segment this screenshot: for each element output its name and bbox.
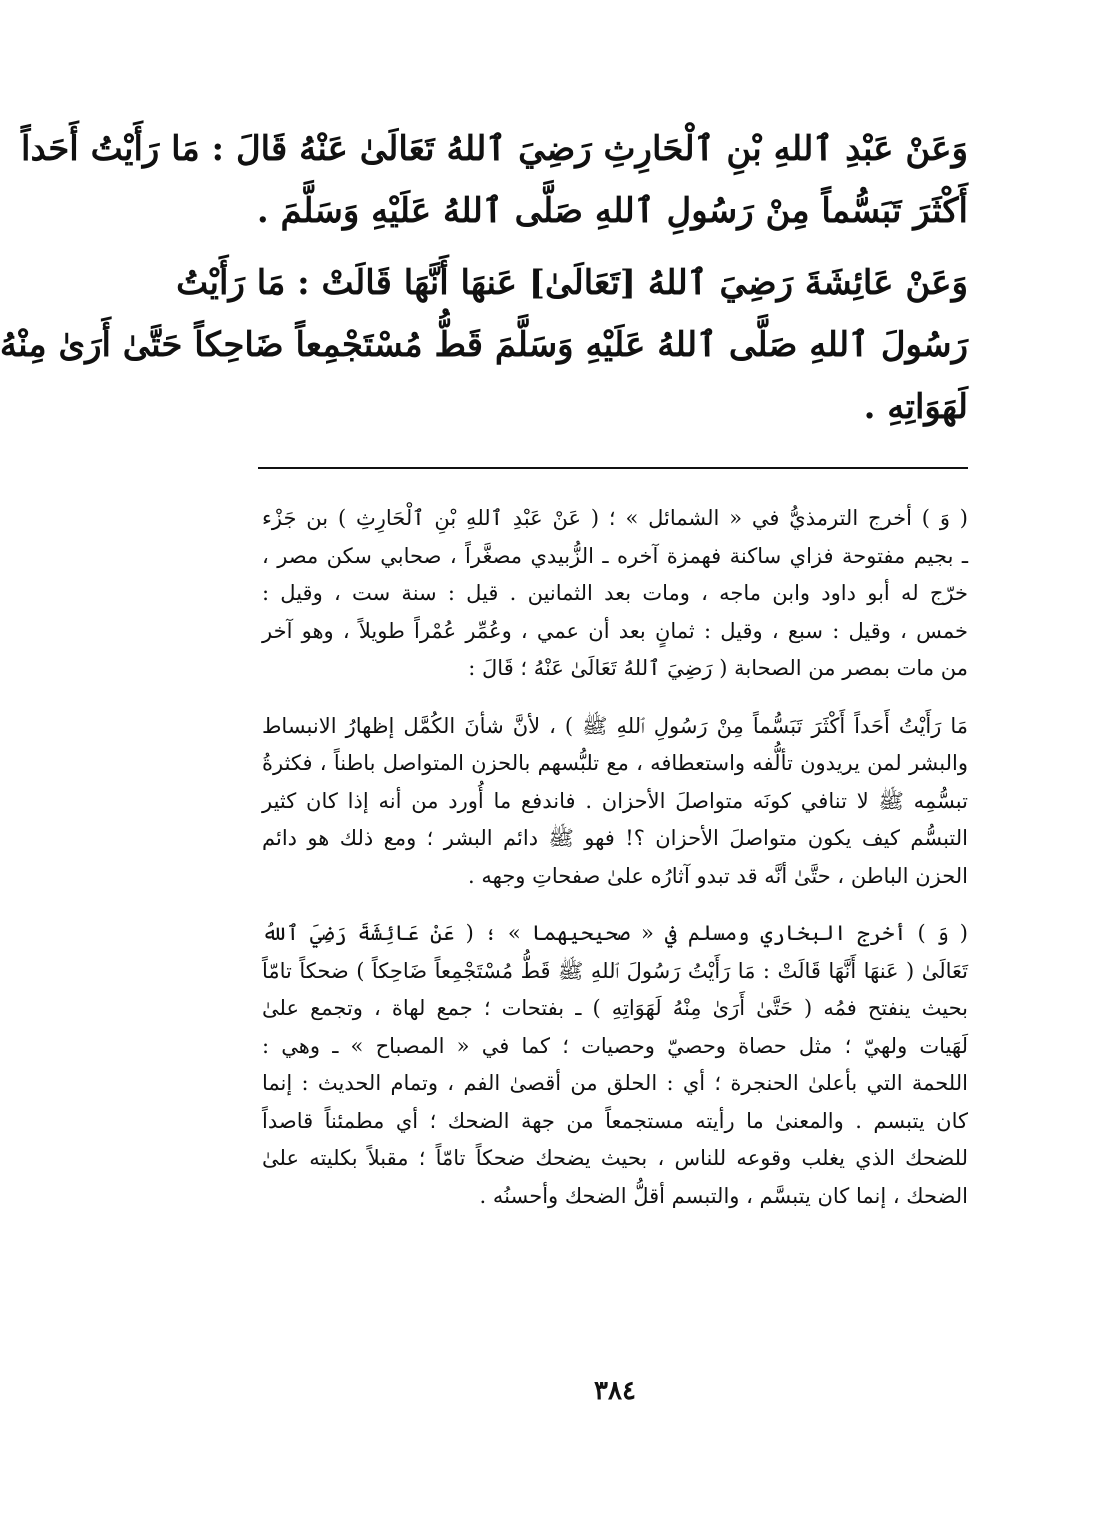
commentary-paragraph-3 xyxy=(262,915,968,1215)
hadith-paragraph-2 xyxy=(0,252,968,438)
commentary-line: ـ بجيم مفتوحة فزاي ساكنة فهمزة آخره ـ الزُّبيدي مصغَّراً ، صحابي سكن مصر ، xyxy=(262,543,968,568)
commentary-line: الضحك ، إنما كان يتبسَّم ، والتبسم أقلُّ الضحك وأحسنُه . xyxy=(479,1183,968,1208)
hadith-line: أَكْثَرَ تَبَسُّماً مِنْ رَسُولِ ٱللهِ صَلَّى ٱللهُ عَلَيْهِ وَسَلَّمَ . xyxy=(256,191,968,231)
commentary-line: بحيث ينفتح فمُه ( حَتَّىٰ أَرَىٰ مِنْهُ لَهَوَاتِهِ ) ـ بفتحات ؛ جمع لهاة ، وتجمع علىٰ xyxy=(262,996,968,1020)
hadith-section xyxy=(0,118,968,448)
commentary-line: تبسُّمِه ﷺ لا تنافي كونَه متواصلَ الأحزان . فاندفع ما أُورد من أنه إذا كان كثير xyxy=(262,788,968,813)
hadith-line: لَهَوَاتِهِ . xyxy=(863,387,968,427)
commentary-line: التبسُّم كيف يكون متواصلَ الأحزان ؟! فهو ﷺ دائم البشر ؛ ومع ذلك هو دائم xyxy=(262,826,968,850)
commentary-line: والبشر لمن يريدون تألُّفه واستعطافه ، مع تلبُّسهم بالحزن المتواصل باطناً ، فكثرةُ xyxy=(262,751,968,775)
hadith-line: وَعَنْ عَبْدِ ٱللهِ بْنِ ٱلْحَارِثِ رَضِيَ ٱللهُ تَعَالَىٰ عَنْهُ قَالَ : مَا رَأَيْتُ أَحَداً xyxy=(21,129,968,169)
commentary-line: ( وَ ) أخرج الترمذيُّ في « الشمائل » ؛ ( عَنْ عَبْدِ ٱللهِ بْنِ ٱلْحَارِثِ ) بن جَزْء xyxy=(262,506,968,530)
commentary-line: خمس ، وقيل : سبع ، وقيل : ثمانٍ بعد أن عمي ، وعُمِّر عُمْراً طويلاً ، وهو آخر xyxy=(262,618,968,643)
commentary-paragraph-1 xyxy=(262,500,968,688)
paragraph-gap xyxy=(262,696,968,708)
commentary-line: للضحك الذي يغلب وقوعه للناس ، بحيث يضحك ضحكاً تامّاً ؛ مقبلاً بكليته علىٰ xyxy=(262,1146,968,1170)
commentary-line: كان يتبسم . والمعنىٰ ما رأيته مستجمعاً من جهة الضحك ؛ أي مطمئناً قاصداً xyxy=(262,1108,968,1133)
hadith-line: رَسُولَ ٱللهِ صَلَّى ٱللهُ عَلَيْهِ وَسَلَّمَ قَطُّ مُسْتَجْمِعاً ضَاحِكاً حَتَّىٰ أَرَىٰ مِنْهُ xyxy=(0,325,968,365)
hadith-paragraph-1 xyxy=(21,118,968,242)
commentary-line: اللحمة التي بأعلىٰ الحنجرة ؛ أي : الحلق من أقصىٰ الفم ، وتمام الحديث : إنما xyxy=(262,1071,968,1095)
commentary-line: ( وَ ) أخرج البخاري ومسلم في « صحيحيهما » ؛ ( عَنْ عَائِشَةَ رَضِيَ ٱللهُ xyxy=(262,921,968,945)
hadith-line: وَعَنْ عَائِشَةَ رَضِيَ ٱللهُ [تَعَالَىٰ] عَنهَا أَنَّهَا قَالَتْ : مَا رَأَيْتُ xyxy=(176,263,968,303)
footnote-divider xyxy=(258,467,968,469)
commentary-line: الحزن الباطن ، حتَّىٰ أنَّه قد تبدو آثارُه علىٰ صفحاتِ وجهه . xyxy=(468,863,968,888)
commentary-line: خرّج له أبو داود وابن ماجه ، ومات بعد الثمانين . قيل : سنة ست ، وقيل : xyxy=(262,581,968,605)
commentary-section xyxy=(262,500,968,1223)
paragraph-gap xyxy=(262,903,968,915)
commentary-line: تَعَالَىٰ ( عَنهَا أَنَّهَا قَالَتْ : مَا رَأَيْتُ رَسُولَ ٱللهِ ﷺ قَطُّ مُسْتَجْمِعاً ضَاحِكاً ) ضحكاً تامّاً xyxy=(262,958,968,983)
commentary-line: لَهَيات ولهيّ ؛ مثل حصاة وحصيّ وحصيات ؛ كما في « المصباح » ـ وهي : xyxy=(262,1033,968,1058)
page-number: ٣٨٤ xyxy=(594,1376,636,1406)
commentary-paragraph-2 xyxy=(262,708,968,896)
commentary-line: مَا رَأَيْتُ أَحَداً أَكْثَرَ تَبَسُّماً مِنْ رَسُولِ ٱللهِ ﷺ ) ، لأنَّ شأنَ الكُمَّل إظهارُ الانبساط xyxy=(262,713,968,738)
commentary-line: من مات بمصر من الصحابة ( رَضِيَ ٱللهُ تَعَالَىٰ عَنْهُ ؛ قَالَ : xyxy=(468,656,968,680)
